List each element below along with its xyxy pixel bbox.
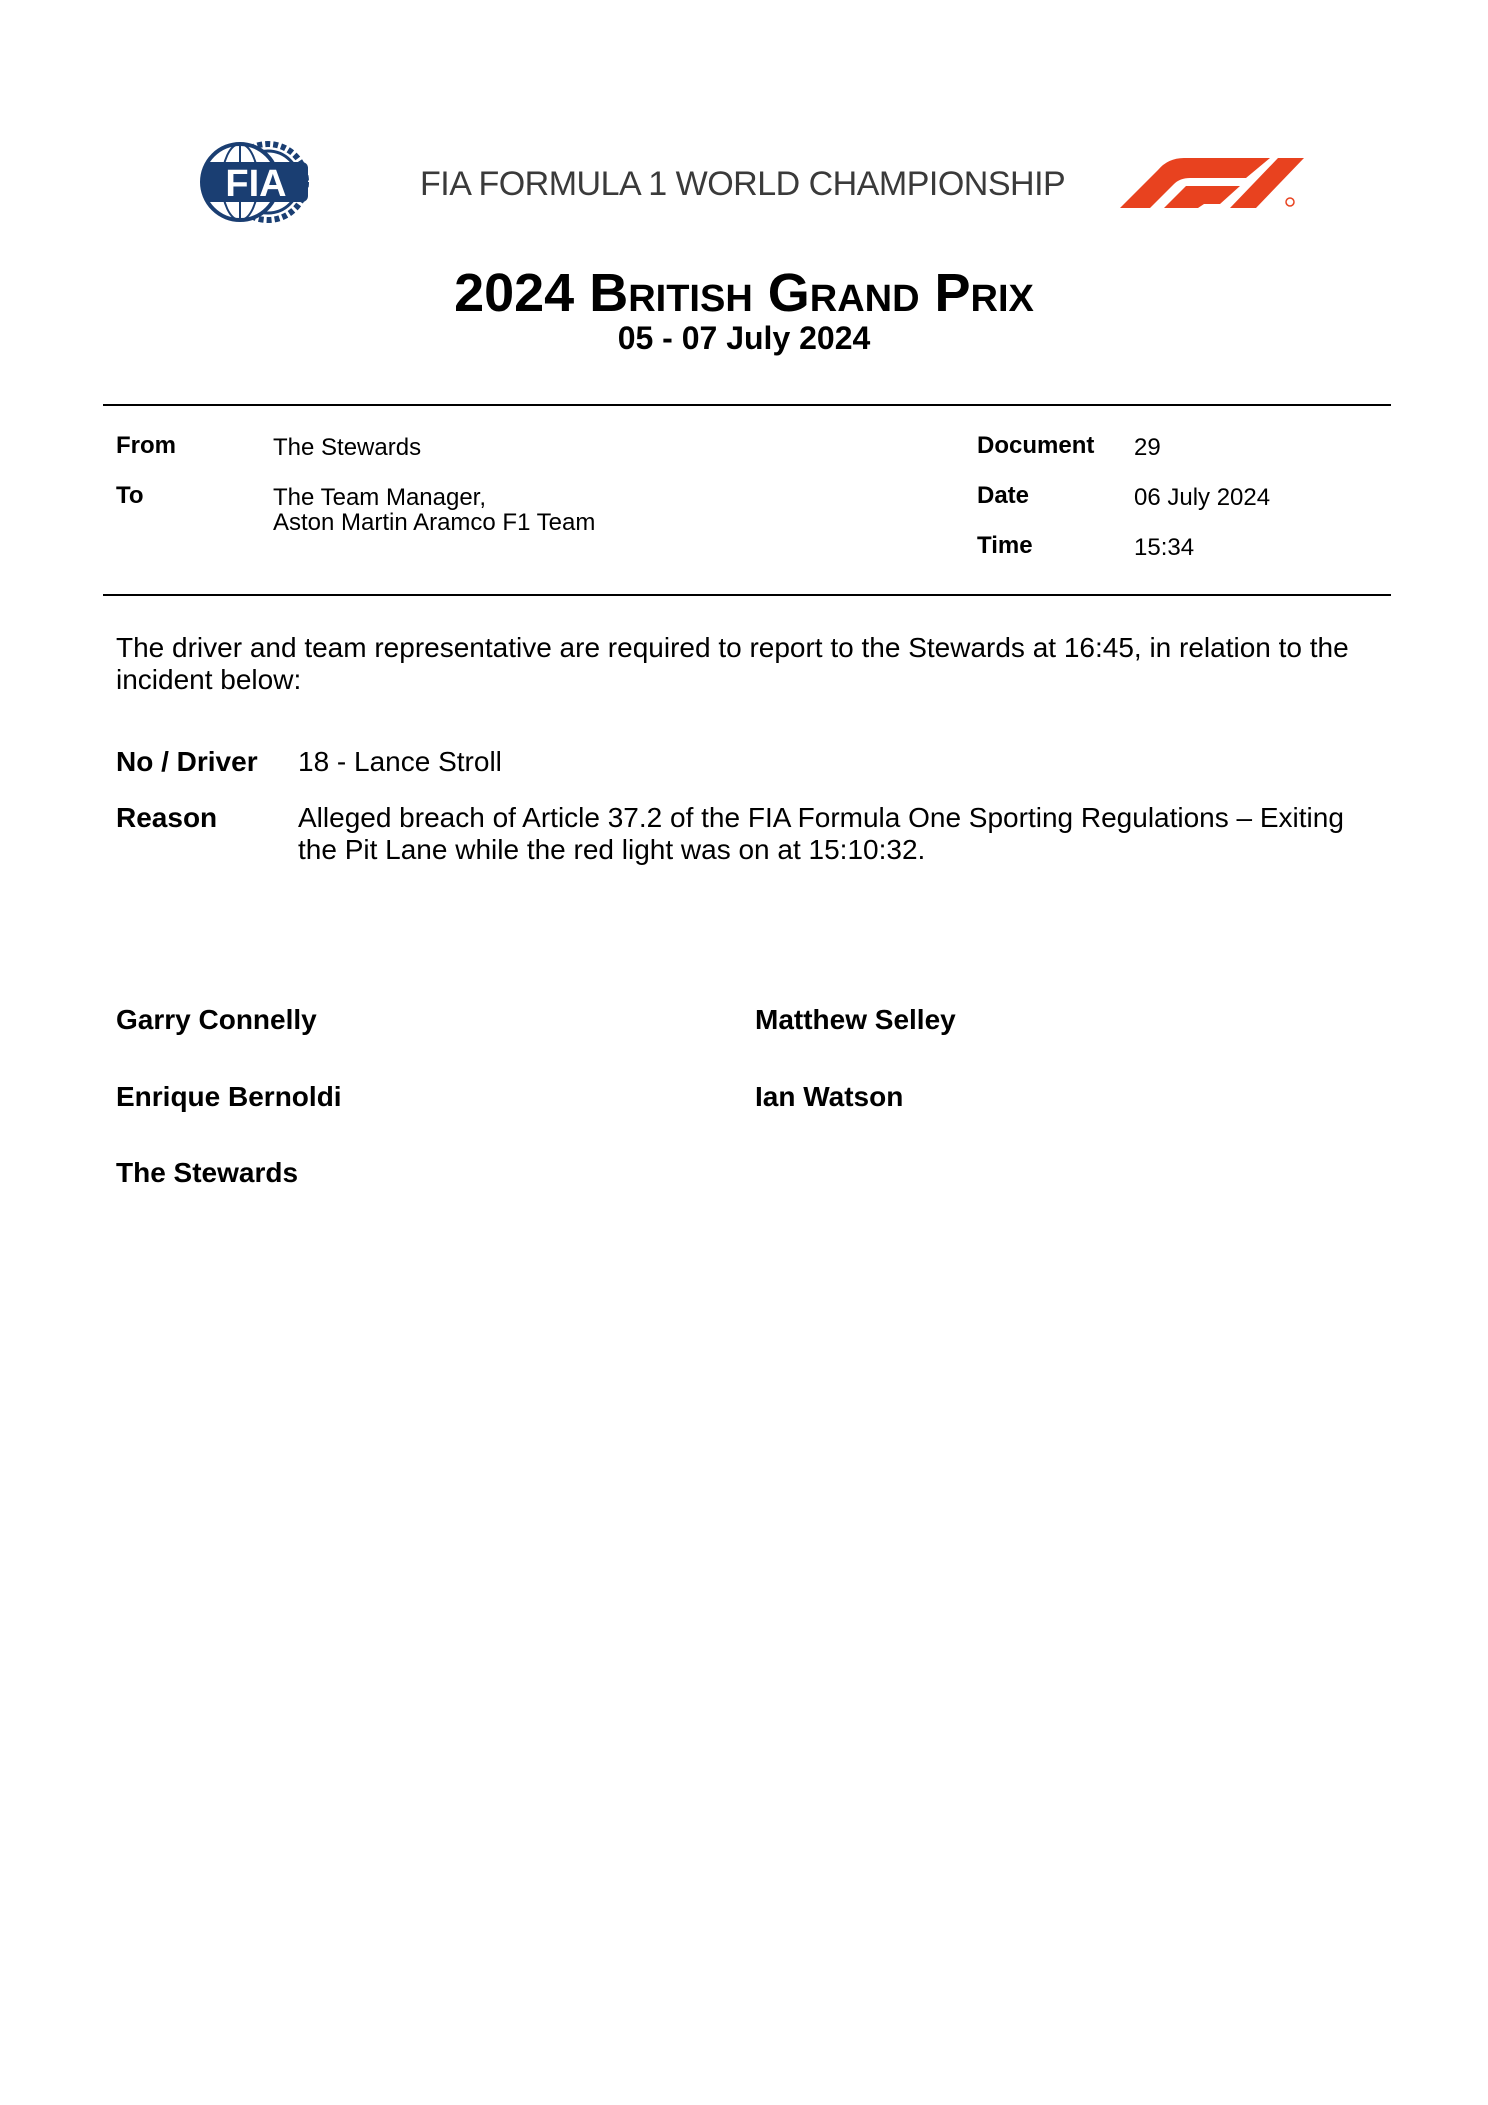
steward-name: Enrique Bernoldi [116, 1081, 342, 1112]
document-label: Document [977, 432, 1095, 459]
summons-text: The driver and team representative are required to report to the Stewards at 16:45, in relation to the incident below: [116, 632, 1349, 695]
divider-top [103, 404, 1391, 406]
reason-label: Reason [116, 802, 218, 833]
fia-logo [190, 138, 318, 226]
document-value: 29 [1134, 434, 1161, 461]
to-value-line1: The Team Manager, [273, 484, 487, 511]
reason-value: Alleged breach of Article 37.2 of the FIA Formula One Sporting Regulations – Exiting the Pit Lane while the red light was on at 15:10:32. [298, 802, 1344, 865]
f1-logo-icon [1120, 158, 1304, 208]
date-label: Date [977, 482, 1030, 509]
championship-title: FIA FORMULA 1 WORLD CHAMPIONSHIP [420, 165, 1066, 203]
divider-bottom [103, 594, 1391, 596]
date-value: 06 July 2024 [1134, 484, 1271, 511]
event-title: 2024 British Grand Prix [454, 263, 1034, 323]
from-label: From [116, 432, 176, 459]
to-value-line2: Aston Martin Aramco F1 Team [273, 509, 596, 536]
stewards-signoff: The Stewards [116, 1157, 299, 1188]
steward-name: Garry Connelly [116, 1004, 317, 1035]
event-dates: 05 - 07 July 2024 [617, 320, 871, 356]
driver-value: 18 - Lance Stroll [298, 746, 502, 777]
steward-name: Matthew Selley [755, 1004, 956, 1035]
svg-text:FIA: FIA [225, 163, 287, 205]
from-value: The Stewards [273, 434, 422, 461]
steward-name: Ian Watson [755, 1081, 904, 1112]
driver-label: No / Driver [116, 746, 258, 777]
time-label: Time [977, 532, 1033, 559]
time-value: 15:34 [1134, 534, 1195, 561]
to-label: To [116, 482, 144, 509]
